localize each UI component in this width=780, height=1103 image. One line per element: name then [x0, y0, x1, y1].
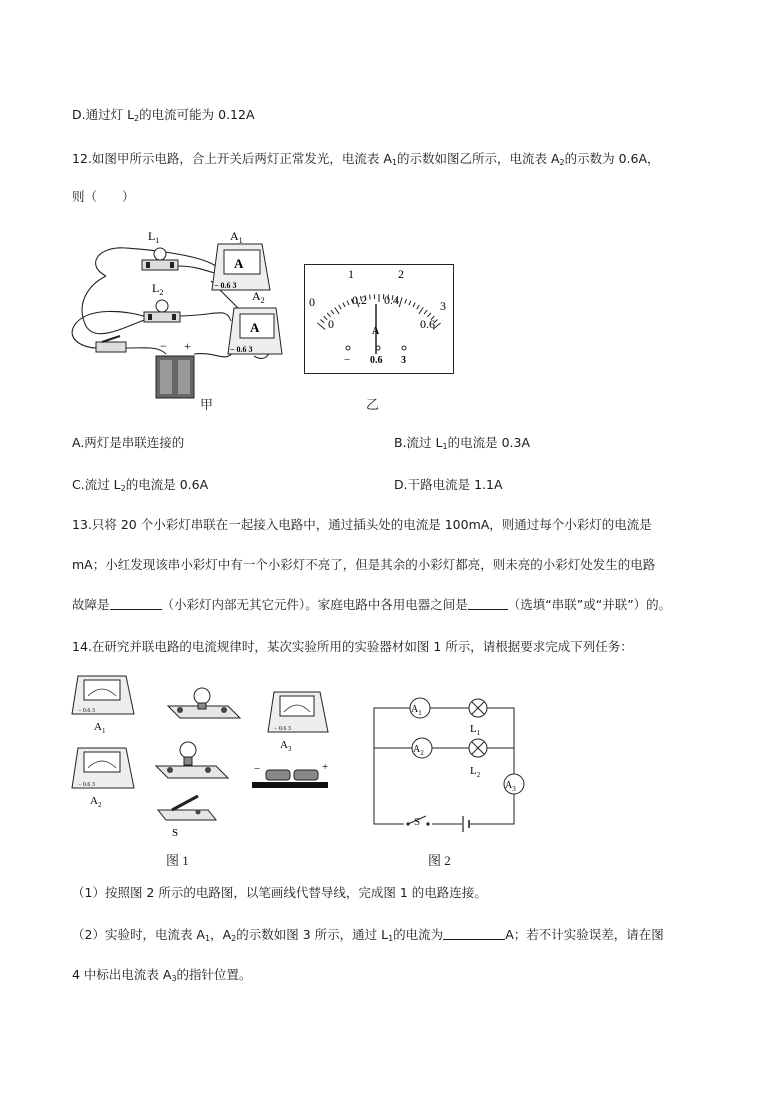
battery-symbol	[462, 814, 470, 834]
q12-stem-line2: 则（ ）	[72, 189, 135, 204]
ammeter-a1	[72, 676, 134, 714]
unit-label: A	[372, 326, 380, 337]
terminal-label: 3	[401, 355, 406, 366]
svg-text:−: −	[160, 339, 167, 353]
q14-text: 的电流为	[393, 927, 444, 942]
option-text: 的电流是 0.6A	[125, 477, 209, 492]
label-a3: $A_3$	[280, 739, 292, 753]
svg-text:− 0.6 3: − 0.6 3	[214, 281, 237, 290]
subscript: 3	[171, 974, 177, 983]
q13-line1: 13.只将 20 个小彩灯串联在一起接入电路中，通过插头处的电流是 100mA，则通过每个小彩灯的电流是	[72, 517, 652, 532]
subscript: 2	[120, 484, 126, 493]
q14-text: （2）实验时，电流表 A	[72, 927, 205, 942]
svg-text:A: A	[250, 320, 260, 335]
subscript: 1	[391, 158, 397, 167]
figure-1-caption: 图 1	[166, 853, 189, 868]
ammeter-a2	[72, 748, 134, 788]
q13-text: 故障是	[72, 597, 110, 612]
q12-option-c	[72, 476, 208, 498]
lamp	[168, 688, 240, 718]
subscript: 2	[134, 114, 140, 123]
figure-2	[366, 694, 536, 834]
lamp-l1-symbol	[469, 699, 487, 717]
option-text: 的电流是 0.3A	[447, 435, 530, 450]
battery	[156, 339, 194, 398]
q12-option-a: A.两灯是串联连接的	[72, 435, 185, 450]
q14-part2	[72, 926, 664, 948]
subscript: 2	[231, 934, 237, 943]
ammeter-a3	[268, 692, 328, 732]
circuit-loop	[374, 708, 514, 824]
figure-jia	[66, 226, 286, 406]
answer-blank[interactable]	[110, 597, 162, 610]
q14-part1: （1）按照图 2 所示的电路图，以笔画线代替导线，完成图 1 的电路连接。	[72, 885, 487, 900]
svg-text:+: +	[184, 339, 191, 353]
lamp-l1	[142, 248, 178, 270]
scale-bottom-label: 0.2	[352, 293, 367, 307]
answer-blank[interactable]	[443, 927, 505, 940]
q12-text: 12.如图甲所示电路，合上开关后两灯正常发光，电流表 A	[72, 151, 392, 166]
q12-option-d: D.干路电流是 1.1A	[394, 477, 503, 492]
q13-line2: mA；小红发现该串小彩灯中有一个小彩灯不亮了，但是其余的小彩灯都亮，则未亮的小彩灯处发生的电路	[72, 557, 656, 572]
svg-text:−: −	[254, 763, 261, 775]
label-a1: $A_1$	[230, 229, 243, 245]
q14-text: 的示数如图 3 所示，通过 L	[236, 927, 389, 942]
figure-1	[68, 670, 348, 840]
figure-2-caption: 图 2	[428, 853, 451, 868]
lamp-l2	[144, 300, 180, 322]
dial-tick	[370, 295, 371, 300]
label-l2: $L_2$	[152, 281, 164, 297]
label-a2: $A_2$	[413, 744, 424, 757]
figure-jia-caption: 甲	[200, 398, 214, 413]
svg-text:A: A	[234, 256, 244, 271]
battery	[252, 761, 328, 788]
label-a2: $A_2$	[90, 795, 102, 809]
answer-blank[interactable]	[468, 597, 508, 610]
q14-line1: 14.在研究并联电路的电流规律时，某次实验所用的实验器材如图 1 所示，请根据要求完成下列任务：	[72, 639, 633, 654]
scale-top-label: 2	[398, 267, 404, 281]
ammeter-a2	[228, 308, 282, 354]
q14-part3	[72, 966, 252, 988]
option-text: B.流过 L	[394, 435, 443, 450]
lamp	[156, 742, 228, 778]
subscript: 1	[388, 934, 394, 943]
svg-text:− 0.6 3: − 0.6 3	[78, 708, 95, 714]
ammeter-a1	[212, 244, 270, 290]
wire	[82, 276, 150, 334]
scale-top-label: 0	[309, 295, 315, 309]
q13-text: （选填“串联”或“并联”）的。	[507, 597, 672, 612]
label-l1: $L_1$	[470, 723, 481, 737]
terminal-label: −	[344, 354, 351, 366]
q12-text: 的示数如图乙所示，电流表 A	[397, 151, 560, 166]
label-a2: $A_2$	[252, 289, 265, 305]
svg-text:+: +	[322, 761, 329, 773]
subscript: 1	[442, 442, 448, 451]
q12-text: 的示数为 0.6A，	[564, 151, 660, 166]
figure-yi-caption: 乙	[366, 398, 380, 413]
q11-option-d-text: 的电流可能为 0.12A	[139, 107, 255, 122]
label-l1: $L_1$	[148, 229, 160, 245]
label-a1: $A_1$	[411, 704, 422, 717]
wire	[178, 266, 218, 273]
subscript: 2	[559, 158, 565, 167]
q14-text: A；若不计实验误差，请在图	[505, 927, 664, 942]
lamp-l2-symbol	[469, 739, 487, 757]
q14-text: 的指针位置。	[176, 967, 252, 982]
q11-option-d-text: D.通过灯 L	[72, 107, 135, 122]
svg-text:− 0.6 3: − 0.6 3	[274, 726, 291, 732]
figure-yi	[304, 264, 454, 374]
q12-option-b	[394, 434, 530, 456]
option-text: C.流过 L	[72, 477, 121, 492]
scale-bottom-label: 0.4	[384, 293, 399, 307]
switch	[158, 796, 216, 820]
scale-top-label: 1	[348, 267, 354, 281]
q13-text: （小彩灯内部无其它元件）。家庭电路中各用电器之间是	[161, 597, 468, 612]
q13-line3	[72, 596, 671, 614]
scale-bottom-label: 0	[328, 317, 334, 331]
svg-text:− 0.6 3: − 0.6 3	[78, 782, 95, 788]
q14-text: ，A	[210, 927, 232, 942]
q14-text: 4 中标出电流表 A	[72, 967, 172, 982]
figure-2-label-s: S	[414, 816, 421, 828]
label-a3: $A_3$	[505, 780, 516, 793]
scale-top-label: 3	[440, 299, 446, 313]
wire	[178, 313, 231, 321]
svg-text:− 0.6 3: − 0.6 3	[230, 345, 253, 354]
switch	[96, 336, 126, 352]
label-l2: $L_2$	[470, 765, 481, 779]
label-a1: $A_1$	[94, 721, 106, 735]
scale-bottom-label: 0.6	[420, 317, 435, 331]
subscript: 1	[204, 934, 211, 943]
q12-stem-line1	[72, 150, 660, 172]
q11-option-d	[72, 106, 255, 128]
terminal-label: 0.6	[370, 355, 383, 366]
label-s: S	[172, 827, 179, 839]
